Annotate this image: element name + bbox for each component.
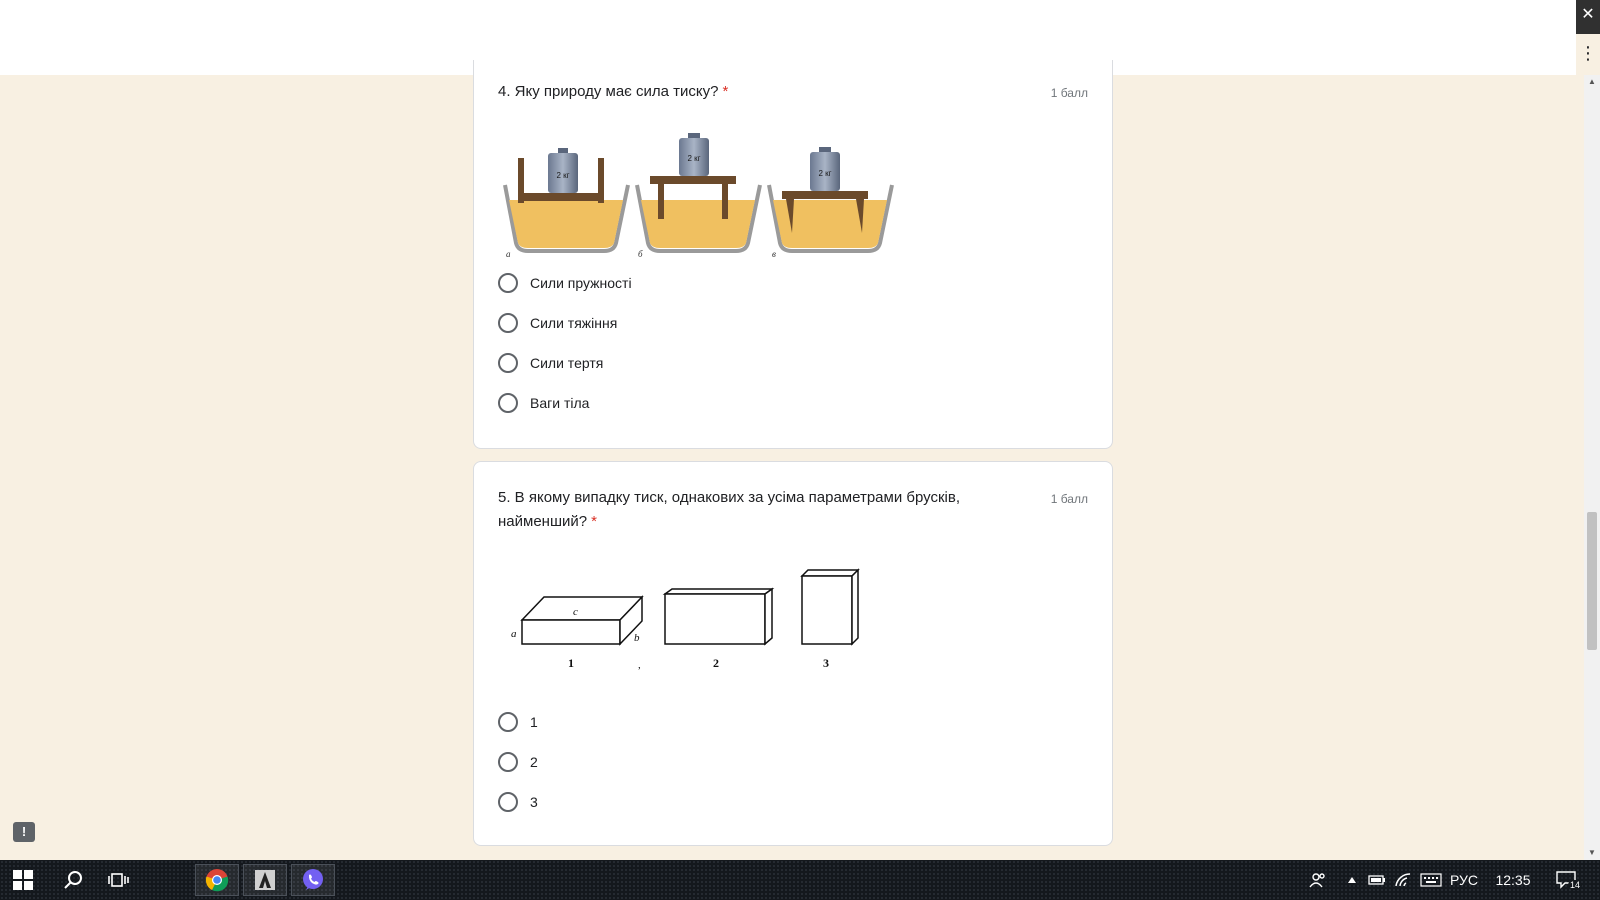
- scroll-down-arrow-icon[interactable]: ▼: [1588, 848, 1596, 857]
- vessel-b: [637, 133, 760, 258]
- question-title: [498, 486, 1018, 534]
- weight-label: 2 кг: [818, 169, 832, 178]
- brick-2: [665, 589, 772, 670]
- vertical-scrollbar[interactable]: [1584, 75, 1600, 860]
- required-asterisk: *: [591, 513, 597, 530]
- answer-option[interactable]: [498, 391, 589, 415]
- brick-3: [802, 570, 858, 670]
- brick-number: 1: [568, 656, 574, 670]
- radio-button[interactable]: [498, 273, 518, 293]
- battery-icon[interactable]: [1366, 860, 1388, 900]
- vessel-label: а: [506, 249, 511, 258]
- vessel-a: [505, 148, 628, 258]
- answer-option[interactable]: [498, 311, 617, 335]
- radio-button[interactable]: [498, 712, 518, 732]
- close-icon[interactable]: ✕: [1576, 0, 1600, 34]
- tray-arrow-icon[interactable]: [1343, 860, 1361, 900]
- wifi-icon[interactable]: [1392, 860, 1414, 900]
- scrollbar-thumb[interactable]: [1587, 512, 1597, 650]
- radio-button[interactable]: [498, 393, 518, 413]
- option-label: Ваги тіла: [530, 395, 590, 411]
- question-text: 5. В якому випадку тиск, однакових за усіма параметрами брусків, найменший?: [498, 489, 961, 530]
- more-menu-icon[interactable]: ⋮: [1579, 43, 1597, 63]
- question-title: [498, 80, 1018, 104]
- required-asterisk: *: [722, 83, 729, 100]
- report-feedback-icon[interactable]: !: [13, 822, 35, 842]
- answer-option[interactable]: [498, 750, 538, 774]
- brick-label: a: [511, 628, 517, 640]
- option-label: 3: [530, 794, 538, 810]
- brick-1: [511, 597, 642, 671]
- brick-number: 3: [823, 656, 829, 670]
- option-label: 1: [530, 714, 538, 730]
- viber-taskbar-button[interactable]: [291, 864, 335, 896]
- weight-label: 2 кг: [687, 154, 701, 163]
- option-label: Сили тертя: [530, 355, 604, 371]
- question-points: 1 балл: [1050, 86, 1088, 100]
- question-card-4: [473, 60, 1113, 449]
- question-text: 4. Яку природу має сила тиску?: [498, 83, 719, 100]
- windows-taskbar: [0, 860, 1600, 900]
- notification-count: 14: [1570, 880, 1581, 890]
- pressure-vessels-figure: [502, 133, 902, 258]
- bricks-figure: [502, 562, 862, 702]
- keyboard-icon[interactable]: [1418, 860, 1444, 900]
- brick-label: b: [634, 632, 640, 644]
- vessel-label: в: [772, 249, 776, 258]
- radio-button[interactable]: [498, 353, 518, 373]
- search-icon[interactable]: [50, 860, 96, 900]
- chrome-taskbar-button[interactable]: [195, 864, 239, 896]
- question-card-5: [473, 461, 1113, 846]
- notification-icon[interactable]: [1552, 860, 1582, 900]
- vessel-label: б: [638, 249, 643, 258]
- radio-button[interactable]: [498, 792, 518, 812]
- language-indicator[interactable]: РУС: [1449, 872, 1479, 888]
- answer-option[interactable]: [498, 271, 632, 295]
- chrome-icon: [205, 868, 229, 892]
- vessel-c: [769, 147, 892, 258]
- app-taskbar-button[interactable]: [243, 864, 287, 896]
- people-icon[interactable]: [1306, 860, 1330, 900]
- clock[interactable]: 12:35: [1495, 872, 1531, 888]
- radio-button[interactable]: [498, 752, 518, 772]
- windows-start-icon[interactable]: [0, 860, 46, 900]
- brick-number: 2: [713, 656, 719, 670]
- question-points: 1 балл: [1050, 492, 1088, 506]
- app-icon: [254, 869, 276, 891]
- option-label: Сили пружності: [530, 275, 632, 291]
- answer-option[interactable]: [498, 790, 538, 814]
- scroll-up-arrow-icon[interactable]: ▲: [1588, 77, 1596, 86]
- answer-option[interactable]: [498, 351, 603, 375]
- option-label: 2: [530, 754, 538, 770]
- brick-label: c: [573, 606, 578, 618]
- viber-icon: [301, 868, 325, 892]
- comma-mark: ,: [638, 659, 641, 671]
- option-label: Сили тяжіння: [530, 315, 618, 331]
- radio-button[interactable]: [498, 313, 518, 333]
- task-view-icon[interactable]: [96, 860, 142, 900]
- weight-label: 2 кг: [556, 171, 570, 180]
- answer-option[interactable]: [498, 710, 538, 734]
